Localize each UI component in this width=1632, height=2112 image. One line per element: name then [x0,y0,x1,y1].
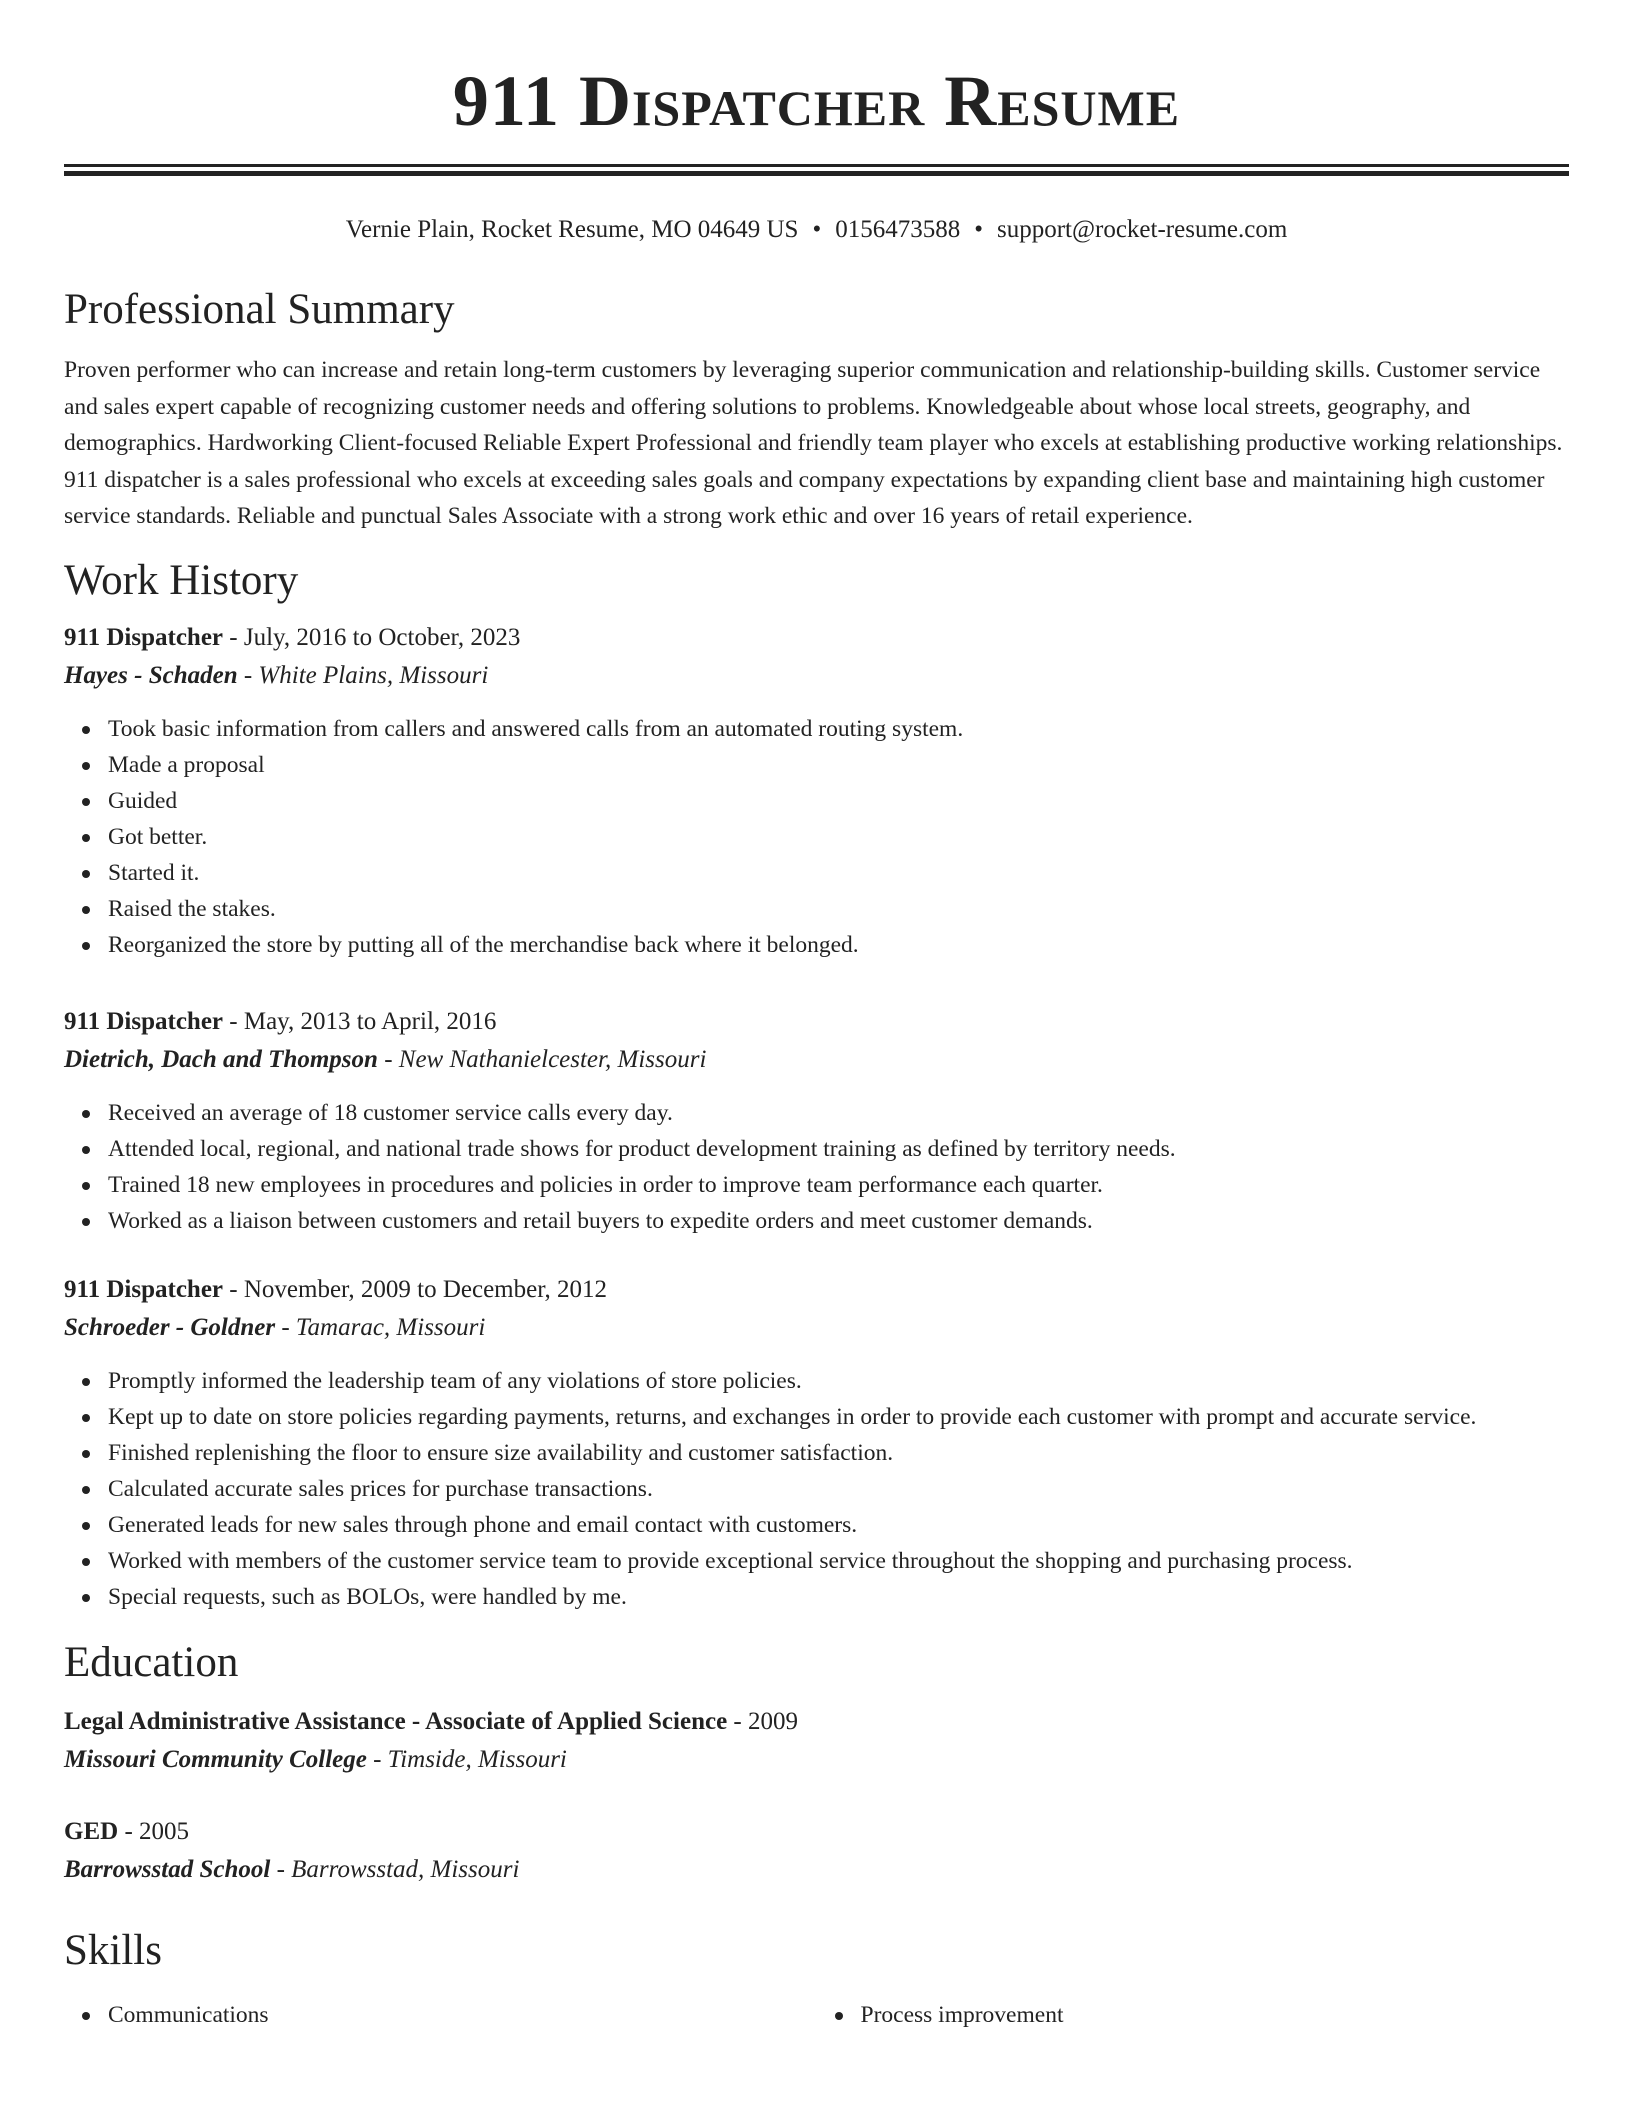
job-bullet: Attended local, regional, and national trade shows for product development training as defined by territory needs. [108,1131,1569,1167]
job-header [64,619,1569,657]
job-entry [64,1271,1569,1615]
skill-item: Communications [108,1997,817,2033]
job-dates: - November, 2009 to December, 2012 [223,1275,608,1303]
education-location: - Barrowsstad, Missouri [270,1855,520,1883]
job-entry [64,1003,1569,1239]
education-school-line [64,1851,1569,1889]
education-location: - Timside, Missouri [366,1745,567,1773]
job-bullet: Worked as a liaison between customers and retail buyers to expedite orders and meet customer demands. [108,1203,1569,1239]
summary-heading: Professional Summary [64,286,455,333]
job-location: - Tamarac, Missouri [275,1313,486,1341]
job-bullet: Started it. [108,855,1569,891]
job-bullet: Worked with members of the customer service team to provide exceptional service throughout the shopping and purchasing process. [108,1543,1569,1579]
education-year: - 2009 [727,1707,798,1735]
job-bullet: Got better. [108,819,1569,855]
job-bullet: Calculated accurate sales prices for purchase transactions. [108,1471,1569,1507]
title-divider-top [64,164,1569,167]
education-school-line [64,1741,1569,1779]
job-bullet: Generated leads for new sales through phone and email contact with customers. [108,1507,1569,1543]
job-bullet: Trained 18 new employees in procedures and policies in order to improve team performance each quarter. [108,1167,1569,1203]
contact-separator: • [974,216,983,243]
education-school: Barrowsstad School [64,1855,271,1883]
contact-line [64,214,1569,246]
contact-email: support@rocket-resume.com [996,216,1288,243]
job-bullet: Guided [108,783,1569,819]
job-bullet: Special requests, such as BOLOs, were handled by me. [108,1579,1569,1615]
job-location: - New Nathanielcester, Missouri [377,1045,707,1073]
job-dates: - May, 2013 to April, 2016 [223,1007,497,1035]
job-bullet: Reorganized the store by putting all of the merchandise back where it belonged. [108,927,1569,963]
job-header [64,1003,1569,1041]
job-bullet: Kept up to date on store policies regarding payments, returns, and exchanges in order to provide each customer with prompt and accurate service. [108,1399,1569,1435]
job-bullets [64,711,1569,963]
job-bullet: Finished replenishing the floor to ensure size availability and customer satisfaction. [108,1435,1569,1471]
job-bullet: Promptly informed the leadership team of any violations of store policies. [108,1363,1569,1399]
work-history-heading: Work History [64,556,299,604]
education-year: - 2005 [118,1817,190,1845]
summary-text: Proven performer who can increase and retain long-term customers by leveraging superior communication and relationship-building skills. Customer service and sales expert capable of recognizing customer needs and offering solutions to problems. Knowledgeable about whose local streets, geography, and demographics. Hardworking Client-focused Reliable Expert Professional and friendly team player who excels at establishing productive working relationships. 911 dispatcher is a sales professional who excels at exceeding sales goals and company expectations by expanding client base and maintaining high customer service standards. Reliable and punctual Sales Associate with a strong work ethic and over 16 years of retail experience. [64,357,1563,530]
job-dates: - July, 2016 to October, 2023 [223,623,521,651]
job-bullet: Received an average of 18 customer service calls every day. [108,1095,1569,1131]
job-header [64,1271,1569,1309]
contact-address: Vernie Plain, Rocket Resume, MO 04649 US [345,216,799,243]
job-company: Hayes - Schaden [64,661,238,689]
contact-separator: • [812,216,822,243]
job-company: Dietrich, Dach and Thompson [64,1045,378,1073]
job-bullet: Raised the stakes. [108,891,1569,927]
education-school: Missouri Community College [64,1745,367,1773]
job-location: - White Plains, Missouri [237,661,489,689]
job-entry [64,619,1569,963]
education-heading: Education [64,1638,239,1686]
skills-column-left [64,1997,817,2033]
education-degree-line [64,1813,1569,1851]
job-bullets [64,1363,1569,1615]
job-employer [64,657,1569,695]
job-title: 911 Dispatcher [64,1275,224,1303]
job-bullet: Made a proposal [108,747,1569,783]
education-degree: GED [64,1817,119,1845]
skills-column-right [817,1997,1570,2033]
title-divider-bottom [64,171,1569,176]
skill-item: Process improvement [861,1997,1570,2033]
job-title: 911 Dispatcher [64,623,224,651]
education-entry [64,1703,1569,1779]
resume-title: 911 Dispatcher Resume [452,61,1181,141]
job-title: 911 Dispatcher [64,1007,224,1035]
skills-columns [64,1997,1569,2033]
job-bullet: Took basic information from callers and answered calls from an automated routing system. [108,711,1569,747]
job-employer [64,1309,1569,1347]
education-degree: Legal Administrative Assistance - Associate of Applied Science [64,1707,728,1735]
education-degree-line [64,1703,1569,1741]
resume-page [64,0,1569,2033]
job-company: Schroeder - Goldner [64,1313,276,1341]
contact-phone: 0156473588 [835,216,961,243]
job-bullets [64,1095,1569,1239]
skills-heading: Skills [64,1926,162,1974]
job-employer [64,1041,1569,1079]
education-entry [64,1813,1569,1889]
